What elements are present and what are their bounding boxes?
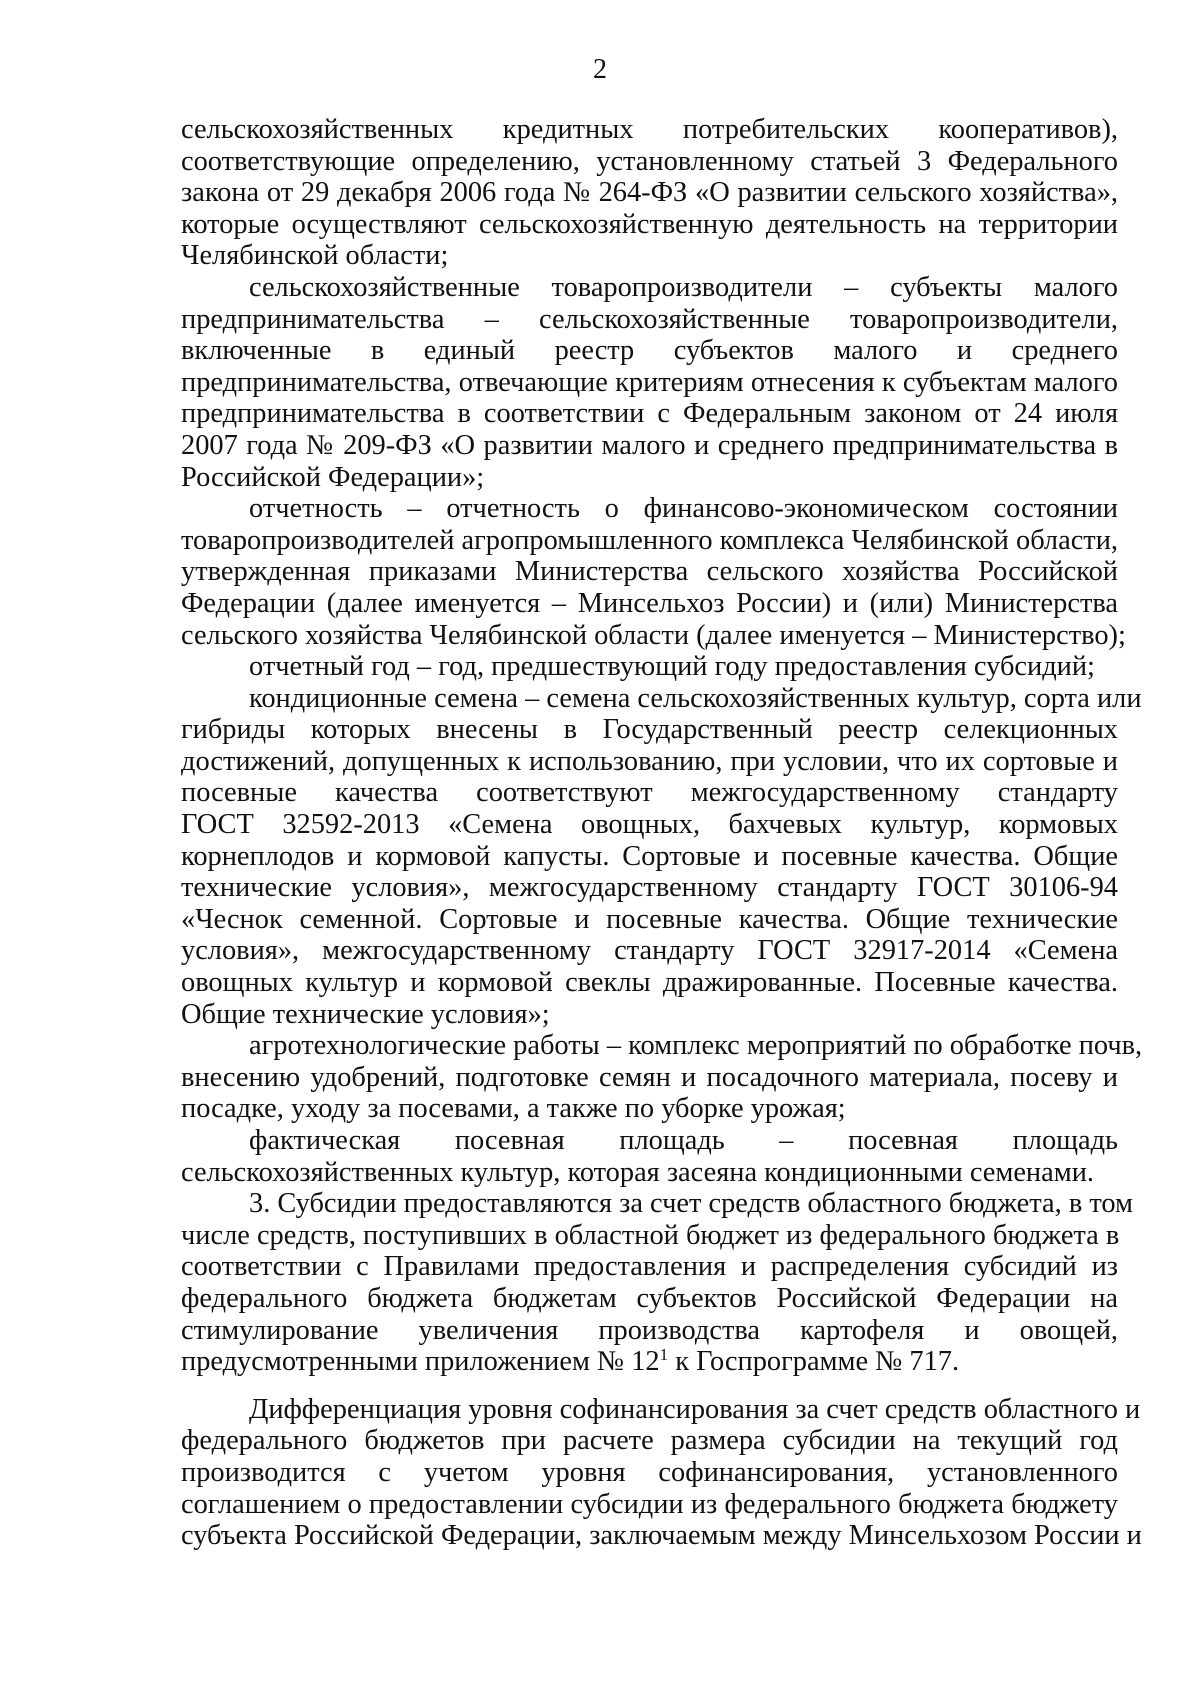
page-number: 2 [593,54,607,85]
text-line: сельскохозяйственных кредитных потребительских кооперативов), [181,114,1118,145]
text-line: сельского хозяйства Челябинской области (далее именуется – Министерство); [181,619,1126,651]
text-line: утвержденная приказами Министерства сельского хозяйства Российской [181,556,1118,588]
text-line: внесению удобрений, подготовке семян и посадочного материала, посеву и [181,1061,1118,1093]
text-line: достижений, допущенных к использованию, при условии, что их сортовые и [181,745,1118,777]
text-line: условия», межгосударственному стандарту ГОСТ 32917-2014 «Семена [181,935,1118,967]
text-line: соответствии с Правилами предоставления и распределения субсидий из [181,1251,1118,1283]
text-line: предпринимательства – сельскохозяйственные товаропроизводители, [181,303,1118,335]
text-line: 2007 года № 209-ФЗ «О развитии малого и среднего предпринимательства в [181,429,1118,461]
text-line: числе средств, поступивших в областной бюджет из федерального бюджета в [181,1219,1120,1251]
text-line: сельскохозяйственные товаропроизводители – субъекты малого [249,271,1118,303]
text-line-with-footnote [181,1346,1118,1378]
text-line: агротехнологические работы – комплекс мероприятий по обработке почв, [249,1030,1143,1062]
text-line: включенные в единый реестр субъектов малого и среднего [181,335,1118,367]
text-line: федерального бюджета бюджетам субъектов Российской Федерации на [181,1282,1118,1314]
text-line: ГОСТ 32592-2013 «Семена овощных, бахчевых культур, кормовых [181,809,1118,841]
text-fragment: к Госпрограмме № 717. [668,1346,960,1378]
text-line: федерального бюджетов при расчете размера субсидии на текущий год [181,1425,1118,1457]
text-line: овощных культур и кормовой свеклы дражированные. Посевные качества. [181,967,1118,999]
text-line: соглашением о предоставлении субсидии из федерального бюджета бюджету [181,1488,1118,1520]
document-body [181,114,1143,1552]
text-line: Челябинской области; [181,240,449,272]
text-line: предпринимательства, отвечающие критериям отнесения к субъектам малого [181,366,1118,398]
text-line: стимулирование увеличения производства картофеля и овощей, [181,1314,1118,1346]
text-line: сельскохозяйственных культур, которая засеяна кондиционными семенами. [181,1156,1094,1188]
text-fragment: предусмотренными приложением № 12 [181,1346,660,1378]
text-line: кондиционные семена – семена сельскохозяйственных культур, сорта или [249,682,1142,714]
text-line: закона от 29 декабря 2006 года № 264-ФЗ «О развитии сельского хозяйства», [181,177,1118,209]
text-line: соответствующие определению, установленному статьей 3 Федерального [181,145,1118,177]
text-line: гибриды которых внесены в Государственный реестр селекционных [181,714,1118,746]
text-line: Федерации (далее именуется – Минсельхоз России) и (или) Министерства [181,587,1118,619]
text-line: Общие технические условия»; [181,998,550,1030]
text-line: посевные качества соответствуют межгосударственному стандарту [181,777,1118,809]
text-line: субъекта Российской Федерации, заключаемым между Минсельхозом России и [181,1520,1142,1552]
text-line: фактическая посевная площадь – посевная площадь [249,1125,1118,1156]
text-line: посадке, уходу за посевами, а также по уборке урожая; [181,1093,846,1125]
text-line: технические условия», межгосударственному стандарту ГОСТ 30106-94 [181,872,1118,904]
text-line: отчетность – отчетность о финансово-экономическом состоянии [249,493,1118,525]
text-line: отчетный год – год, предшествующий году предоставления субсидий; [249,651,1095,683]
text-line: 3. Субсидии предоставляются за счет средств областного бюджета, в том [249,1188,1133,1220]
text-line: которые осуществляют сельскохозяйственную деятельность на территории [181,208,1118,240]
text-line: производится с учетом уровня софинансирования, установленного [181,1456,1118,1488]
footnote-superscript: 1 [659,1345,669,1365]
text-line: корнеплодов и кормовой капусты. Сортовые и посевные качества. Общие [181,840,1118,872]
text-line: предпринимательства в соответствии с Федеральным законом от 24 июля [181,398,1118,430]
text-line: товаропроизводителей агропромышленного комплекса Челябинской области, [181,524,1118,556]
text-line: «Чеснок семенной. Сортовые и посевные качества. Общие технические [181,903,1118,935]
text-line: Российской Федерации»; [181,461,485,493]
text-line: Дифференциация уровня софинансирования за счет средств областного и [249,1393,1141,1425]
